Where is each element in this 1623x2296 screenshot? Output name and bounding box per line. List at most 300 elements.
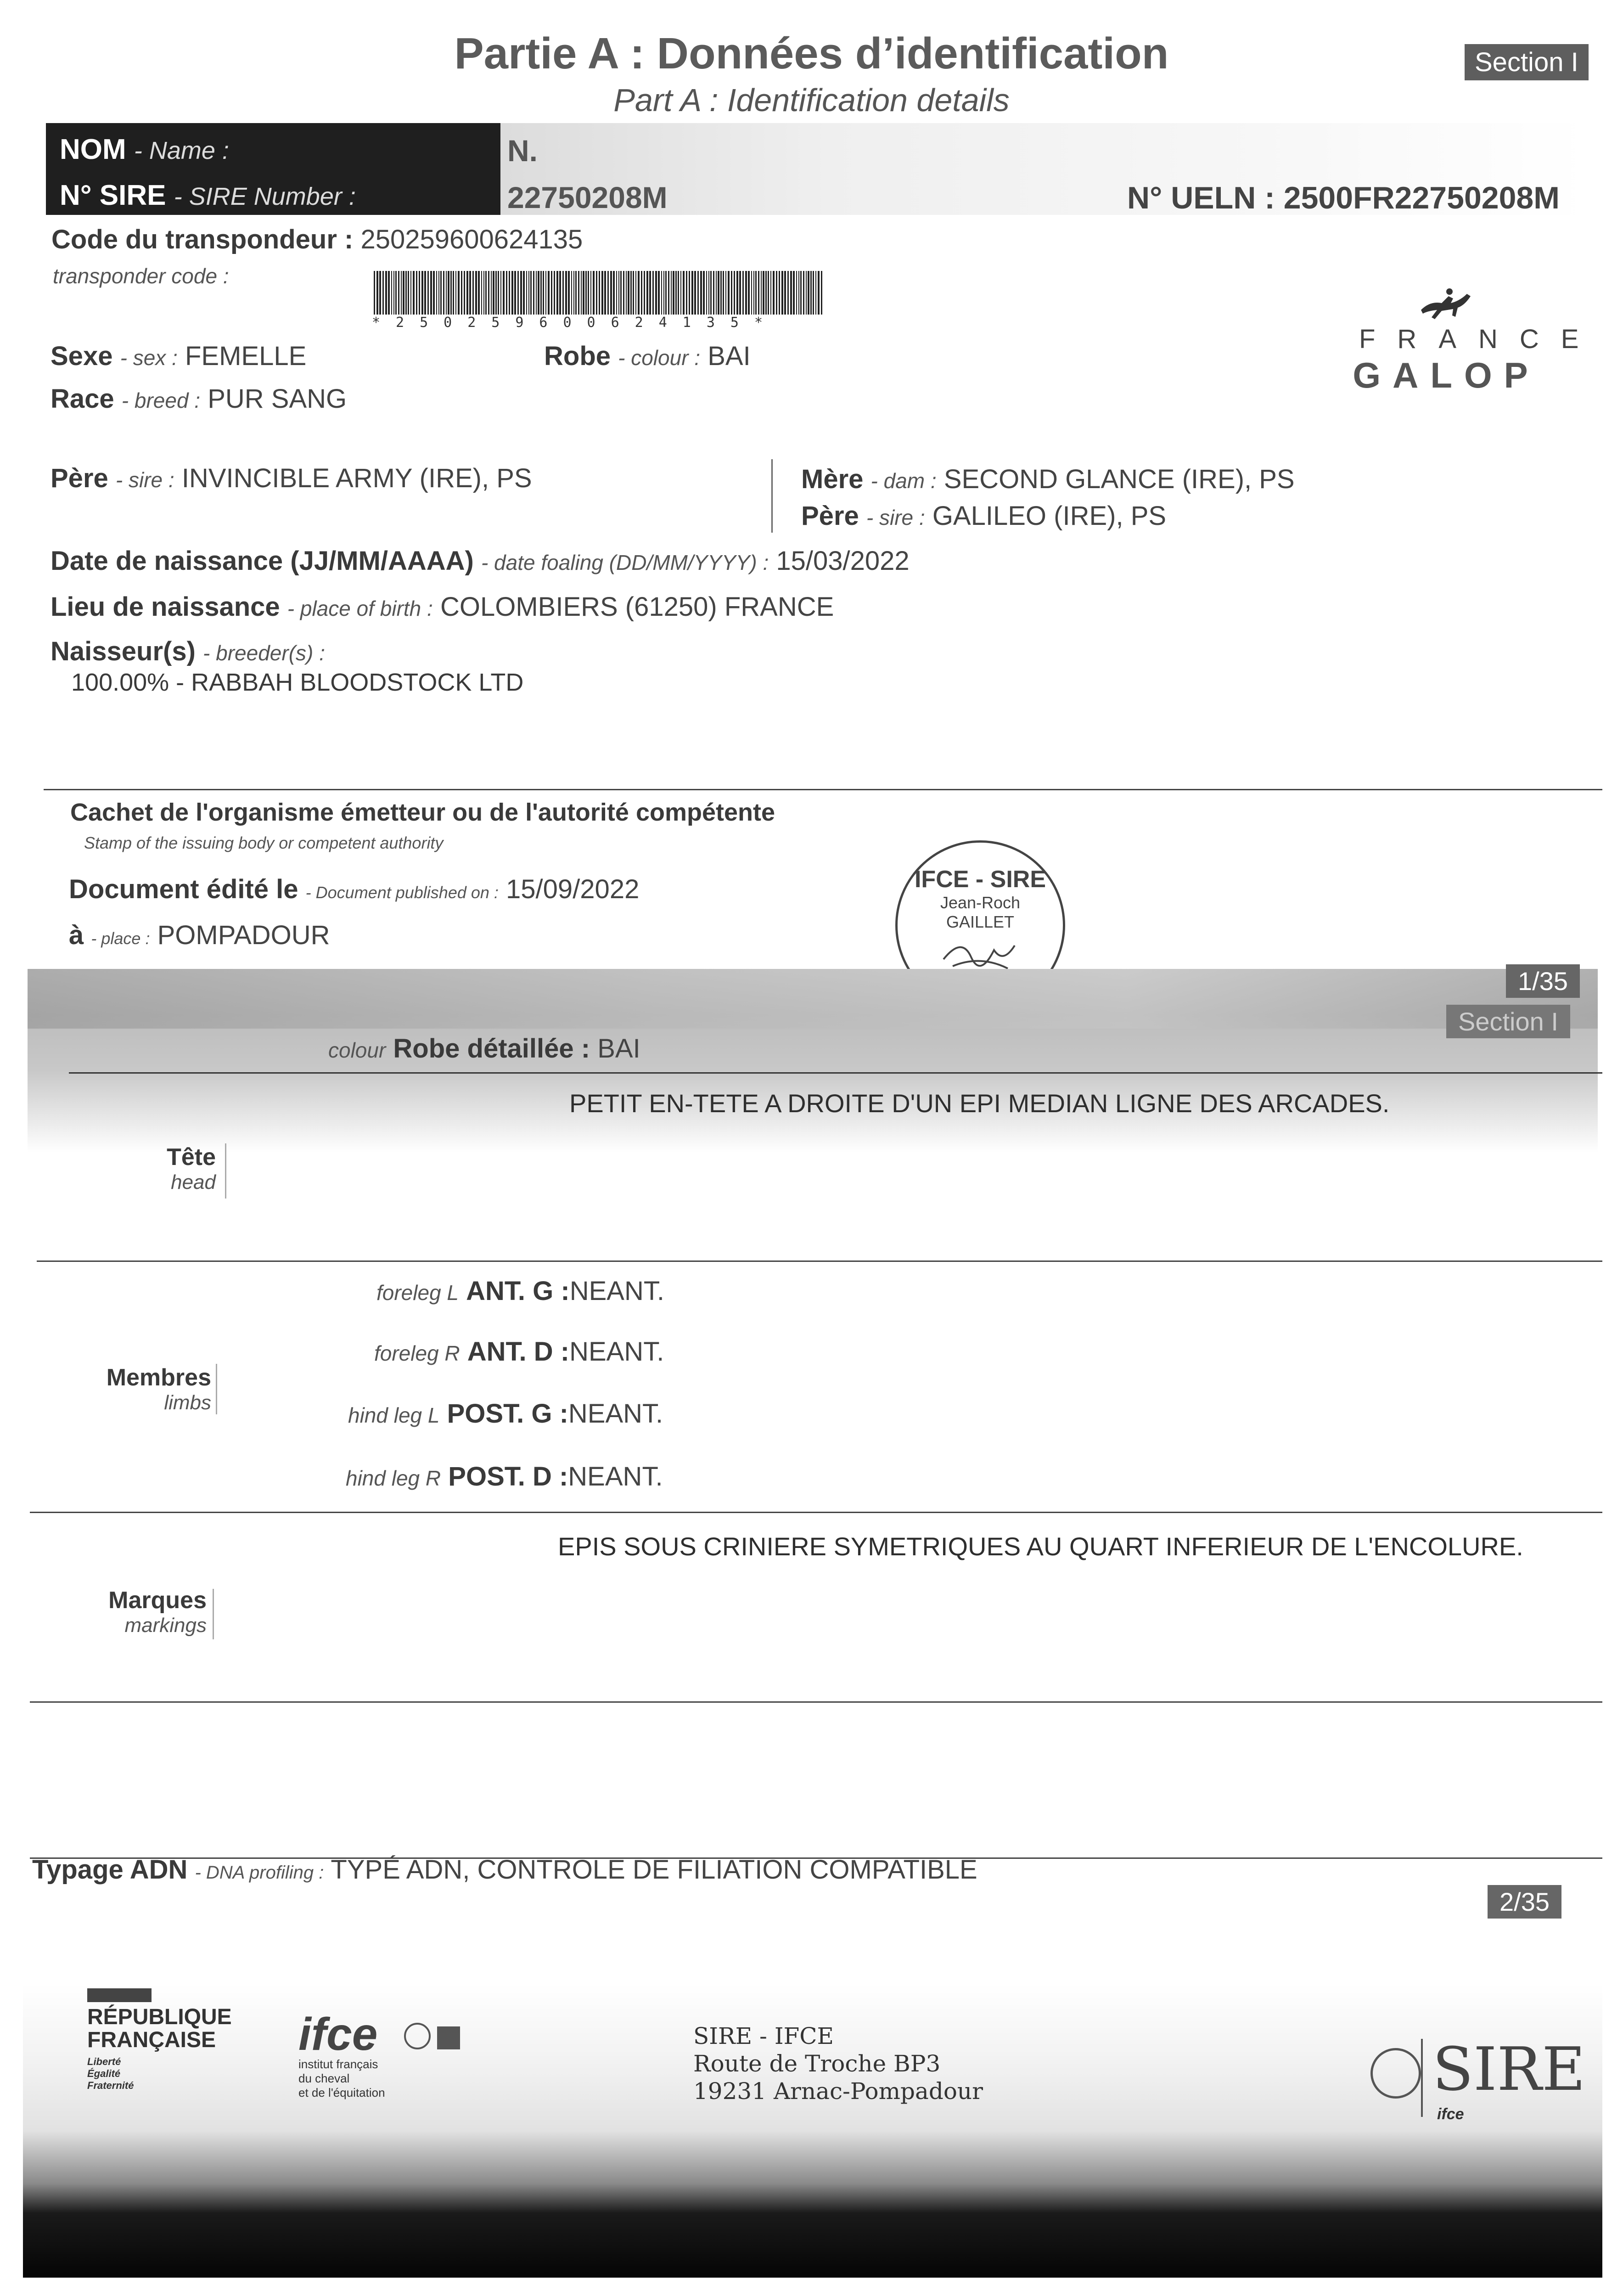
barcode-bar	[697, 271, 699, 315]
barcode-bar	[472, 271, 474, 315]
birth-place-sublabel: - place of birth :	[287, 597, 433, 620]
barcode-bar	[723, 271, 724, 315]
barcode-bar	[623, 271, 624, 315]
barcode-bar	[779, 271, 780, 315]
birth-date-sublabel: - date foaling (DD/MM/YYYY) :	[481, 551, 769, 574]
barcode-bar	[461, 271, 462, 315]
address-line2: Route de Troche BP3	[693, 2050, 941, 2077]
barcode-bar	[691, 271, 693, 315]
barcode-bar	[568, 271, 570, 315]
barcode-bar	[655, 271, 657, 315]
leg-sublabel: hind leg L	[348, 1403, 440, 1427]
barcode-bar	[554, 271, 555, 315]
section-badge-2: Section I	[1446, 1005, 1570, 1038]
barcode-bar	[800, 271, 802, 315]
sire-value: 22750208M	[507, 180, 668, 214]
barcode-bar	[530, 271, 532, 315]
transponder-value: 250259600624135	[360, 225, 583, 254]
barcode-bar	[628, 271, 629, 315]
barcode-bar	[520, 271, 522, 315]
barcode-bar	[620, 271, 622, 315]
barcode-bar	[610, 271, 612, 315]
barcode-bar	[581, 271, 582, 315]
barcode-bar	[751, 271, 752, 315]
page-number-1: 1/35	[1506, 964, 1580, 998]
damsire-sublabel: - sire :	[866, 506, 925, 529]
barcode-bar	[385, 271, 387, 315]
barcode-bar	[776, 271, 777, 315]
barcode-bar	[790, 271, 792, 315]
leg-label: ANT. D :	[467, 1337, 570, 1367]
barcode-bar	[686, 271, 687, 315]
barcode-bar	[703, 271, 705, 315]
name-sublabel: - Name :	[134, 137, 229, 164]
republique-francaise-logo	[87, 1988, 232, 2092]
barcode-bar	[450, 271, 452, 315]
leg-sublabel: foreleg R	[374, 1341, 460, 1365]
damsire-value: GALILEO (IRE), PS	[932, 501, 1167, 531]
barcode-bar	[706, 271, 707, 315]
markings-divider	[213, 1589, 214, 1639]
barcode-bar	[416, 271, 417, 315]
barcode-bar	[773, 271, 775, 315]
transponder-row	[51, 224, 583, 255]
limbs-divider	[216, 1364, 217, 1414]
head-description: PETIT EN-TETE A DROITE D'UN EPI MEDIAN LIGNE DES ARCADES.	[569, 1089, 1390, 1118]
barcode-bar	[571, 271, 572, 315]
barcode-bar	[593, 271, 595, 315]
barcode-bar	[413, 271, 415, 315]
colour-row	[544, 341, 751, 371]
barcode-bar	[646, 271, 648, 315]
sex-row	[51, 341, 306, 371]
leg-row	[376, 1276, 664, 1306]
head-divider	[225, 1143, 226, 1199]
ifce-logo	[298, 2011, 385, 2100]
barcode-bar	[683, 271, 685, 315]
barcode-bar	[731, 271, 732, 315]
barcode-bar	[493, 271, 494, 315]
barcode-bar	[488, 271, 489, 315]
leg-row	[348, 1398, 663, 1429]
divider	[30, 1701, 1602, 1703]
barcode-bar	[540, 271, 542, 315]
barcode-bar	[808, 271, 809, 315]
barcode-bar	[433, 271, 435, 315]
breeder-row	[51, 636, 325, 667]
barcode-bar	[590, 271, 591, 315]
barcode-bar	[736, 271, 738, 315]
ifce-wordmark: ifce	[298, 2009, 378, 2060]
barcode-bar	[658, 271, 660, 315]
damsire-label: Père	[801, 501, 859, 531]
barcode-bar	[613, 271, 615, 315]
barcode-bar	[748, 271, 750, 315]
divider	[37, 1261, 1602, 1262]
barcode-bar	[526, 271, 527, 315]
colour-label: Robe	[544, 341, 611, 371]
barcode-bar	[405, 271, 407, 315]
barcode-bar	[448, 271, 449, 315]
barcode-bar	[671, 271, 672, 315]
barcode-bar	[745, 271, 747, 315]
barcode-bar	[806, 271, 807, 315]
barcode-bar	[469, 271, 471, 315]
barcode-bar	[630, 271, 632, 315]
barcode-bar	[503, 271, 505, 315]
leg-sublabel: foreleg L	[376, 1281, 459, 1305]
sex-sublabel: - sex :	[120, 346, 178, 370]
birth-date-value: 15/03/2022	[776, 546, 910, 576]
stamp-line3: GAILLET	[946, 912, 1015, 931]
barcode-bar	[500, 271, 501, 315]
barcode-bar	[562, 271, 564, 315]
barcode-bar	[438, 271, 439, 315]
barcode-bar	[796, 271, 797, 315]
stamp-section-subtitle: Stamp of the issuing body or competent authority	[84, 833, 444, 852]
republique-line2: FRANÇAISE	[87, 2028, 216, 2053]
france-galop-logo	[1341, 282, 1601, 402]
markings-sublabel: markings	[124, 1614, 207, 1637]
barcode-bar	[588, 271, 589, 315]
barcode-bar	[673, 271, 674, 315]
ueln-value: 2500FR22750208M	[1283, 180, 1560, 215]
barcode-bar	[517, 271, 519, 315]
published-row	[69, 874, 639, 905]
barcode-bar	[556, 271, 558, 315]
published-label: Document édité le	[69, 874, 298, 904]
barcode-bar	[635, 271, 636, 315]
barcode-bar	[694, 271, 696, 315]
barcode-bar	[668, 271, 669, 315]
published-value: 15/09/2022	[506, 874, 640, 904]
birth-place-label: Lieu de naissance	[51, 592, 280, 622]
leg-row	[374, 1336, 664, 1367]
barcode-bar	[573, 271, 574, 315]
limbs-label: Membres	[106, 1364, 211, 1391]
barcode-bar	[728, 271, 730, 315]
barcode-bar	[718, 271, 719, 315]
barcode-bar	[538, 271, 539, 315]
barcode-bar	[758, 271, 759, 315]
barcode-bar	[626, 271, 627, 315]
ifce-square-icon	[437, 2026, 460, 2049]
barcode-bar	[424, 271, 426, 315]
barcode-bar	[393, 271, 394, 315]
barcode-bar	[533, 271, 534, 315]
barcode-bar	[506, 271, 507, 315]
sire-logo: SIRE	[1432, 2034, 1586, 2104]
barcode-bar	[403, 271, 404, 315]
dam-sublabel: - dam :	[870, 469, 937, 493]
birth-place-row	[51, 591, 834, 622]
barcode-bar	[483, 271, 484, 315]
section-badge: Section I	[1465, 44, 1589, 80]
barcode	[372, 271, 824, 315]
markings-label: Marques	[108, 1587, 207, 1614]
barcode-bar	[485, 271, 487, 315]
limbs-sublabel: limbs	[164, 1391, 211, 1414]
birth-date-label: Date de naissance (JJ/MM/AAAA)	[51, 546, 474, 576]
place-label: à	[69, 920, 84, 950]
sire-logo-sub: ifce	[1437, 2105, 1464, 2123]
barcode-bar	[596, 271, 597, 315]
barcode-bar	[633, 271, 634, 315]
barcode-bar	[700, 271, 702, 315]
barcode-bar	[514, 271, 516, 315]
ifce-circle-icon	[404, 2023, 431, 2049]
barcode-bar	[401, 271, 402, 315]
barcode-bar	[443, 271, 444, 315]
leg-label: POST. G :	[447, 1399, 568, 1429]
barcode-bar	[793, 271, 795, 315]
detailed-colour-row	[328, 1033, 640, 1064]
barcode-bar	[803, 271, 804, 315]
ueln-row	[1127, 180, 1560, 216]
page-subtitle: Part A : Identification details	[613, 82, 1010, 118]
stamp-section-title: Cachet de l'organisme émetteur ou de l'autorité compétente	[70, 799, 775, 826]
barcode-bar	[408, 271, 409, 315]
barcode-bar	[481, 271, 482, 315]
markings-label-block	[92, 1587, 207, 1637]
colour-value: BAI	[708, 341, 751, 371]
place-sublabel: - place :	[91, 929, 150, 948]
barcode-bar	[410, 271, 411, 315]
transponder-sublabel: transponder code :	[53, 264, 229, 288]
divider	[69, 1072, 1602, 1074]
barcode-bar	[755, 271, 757, 315]
dam-label: Mère	[801, 464, 864, 494]
barcode-bar	[430, 271, 432, 315]
barcode-bar	[478, 271, 480, 315]
barcode-bar	[678, 271, 679, 315]
barcode-bar	[649, 271, 651, 315]
sire-logo-divider	[1421, 2039, 1423, 2117]
ifce-line1: institut français	[298, 2057, 378, 2071]
barcode-bar	[638, 271, 640, 315]
barcode-bar	[509, 271, 510, 315]
barcode-bar	[742, 271, 744, 315]
barcode-bar	[739, 271, 741, 315]
barcode-bar	[427, 271, 429, 315]
head-sublabel: head	[171, 1171, 216, 1193]
barcode-bar	[382, 271, 384, 315]
leg-value: NEANT.	[568, 1399, 663, 1429]
sire-label: N° SIRE	[60, 180, 166, 211]
barcode-bar	[768, 271, 769, 315]
barcode-bar	[458, 271, 460, 315]
name-value: N.	[507, 134, 538, 168]
address-line1: SIRE - IFCE	[693, 2023, 834, 2049]
published-sublabel: - Document published on :	[305, 883, 499, 902]
barcode-bar	[446, 271, 447, 315]
transponder-label: Code du transpondeur :	[51, 225, 354, 254]
sire-label-row	[60, 179, 356, 212]
barcode-bar	[559, 271, 561, 315]
barcode-bar	[663, 271, 664, 315]
barcode-bar	[784, 271, 786, 315]
barcode-bar	[689, 271, 690, 315]
barcode-bar	[734, 271, 735, 315]
barcode-bar	[798, 271, 799, 315]
barcode-bar	[781, 271, 783, 315]
sex-label: Sexe	[51, 341, 113, 371]
barcode-bar	[551, 271, 552, 315]
barcode-bar	[765, 271, 767, 315]
barcode-bar	[713, 271, 714, 315]
ifce-line2: du cheval	[298, 2071, 350, 2085]
stamp-line1: IFCE - SIRE	[914, 866, 1046, 893]
pedigree-divider	[771, 459, 773, 533]
barcode-bar	[543, 271, 544, 315]
sire-parent-sublabel: - sire :	[115, 468, 174, 492]
barcode-bar	[725, 271, 726, 315]
divider	[44, 789, 1602, 790]
head-label-block	[165, 1143, 216, 1194]
limbs-label-block	[92, 1364, 211, 1414]
leg-value: NEANT.	[568, 1462, 663, 1491]
barcode-bar	[710, 271, 712, 315]
barcode-bar	[536, 271, 537, 315]
barcode-bar	[511, 271, 513, 315]
sire-row	[51, 463, 532, 494]
colour-sublabel: - colour :	[618, 346, 701, 370]
marianne-icon	[87, 1988, 152, 2002]
breed-sublabel: - breed :	[121, 388, 201, 412]
barcode-bar	[436, 271, 437, 315]
barcode-bar	[652, 271, 654, 315]
barcode-bar	[545, 271, 546, 315]
barcode-bar	[391, 271, 392, 315]
motto-fraternite: Fraternité	[87, 2079, 134, 2091]
barcode-bar	[753, 271, 754, 315]
scan-shading-dark	[28, 969, 1598, 1029]
barcode-bar	[665, 271, 667, 315]
dna-value: TYPÉ ADN, CONTROLE DE FILIATION COMPATIBLE	[331, 1855, 977, 1885]
barcode-bar	[601, 271, 603, 315]
barcode-digits: *250259600624135*	[372, 315, 779, 331]
leg-label: POST. D :	[448, 1462, 568, 1491]
barcode-bar	[548, 271, 550, 315]
name-label-row	[60, 133, 229, 166]
sire-sublabel: - SIRE Number :	[174, 183, 356, 210]
barcode-bar	[475, 271, 477, 315]
dam-value: SECOND GLANCE (IRE), PS	[943, 464, 1295, 494]
barcode-bar	[675, 271, 677, 315]
barcode-bar	[821, 271, 822, 315]
barcode-bar	[618, 271, 619, 315]
motto-liberte: Liberté	[87, 2055, 121, 2067]
barcode-bar	[810, 271, 812, 315]
logo-line2: GALOP	[1353, 355, 1540, 395]
barcode-bar	[374, 271, 375, 315]
detailed-colour-sublabel: colour	[328, 1038, 386, 1062]
barcode-bar	[453, 271, 454, 315]
barcode-bar	[376, 271, 378, 315]
ifce-icons	[404, 2023, 482, 2055]
breeder-label: Naisseur(s)	[51, 636, 196, 666]
barcode-bar	[498, 271, 499, 315]
birth-place-value: COLOMBIERS (61250) FRANCE	[440, 592, 834, 622]
ifce-line3: et de l'équitation	[298, 2086, 385, 2099]
breeder-sublabel: - breeder(s) :	[203, 641, 325, 665]
detailed-colour-label: Robe détaillée :	[393, 1034, 590, 1064]
barcode-bar	[585, 271, 587, 315]
page-title: Partie A : Données d’identification	[454, 29, 1169, 78]
barcode-bar	[770, 271, 771, 315]
sire-circle-icon	[1370, 2048, 1421, 2099]
place-row	[69, 920, 330, 951]
birth-date-row	[51, 546, 910, 576]
barcode-bar	[419, 271, 420, 315]
barcode-bar	[440, 271, 442, 315]
barcode-bar	[578, 271, 579, 315]
leg-label: ANT. G :	[466, 1276, 570, 1306]
dam-row	[801, 464, 1295, 495]
breeder-value: 100.00% - RABBAH BLOODSTOCK LTD	[71, 669, 524, 696]
barcode-bar	[813, 271, 814, 315]
stamp-line2: Jean-Roch	[940, 893, 1021, 912]
divider	[30, 1512, 1602, 1513]
barcode-bar	[395, 271, 397, 315]
barcode-bar	[607, 271, 609, 315]
barcode-bar	[528, 271, 529, 315]
dna-row	[32, 1854, 977, 1885]
barcode-bar	[421, 271, 423, 315]
barcode-bar	[464, 271, 465, 315]
barcode-bar	[708, 271, 709, 315]
barcode-bar	[787, 271, 789, 315]
leg-sublabel: hind leg R	[346, 1466, 441, 1490]
barcode-bar	[491, 271, 492, 315]
barcode-bar	[761, 271, 762, 315]
barcode-bar	[716, 271, 717, 315]
horse-jockey-icon	[1416, 282, 1476, 324]
barcode-bar	[398, 271, 399, 315]
breed-label: Race	[51, 384, 114, 414]
barcode-bar	[495, 271, 497, 315]
barcode-bar	[641, 271, 642, 315]
barcode-bar	[599, 271, 600, 315]
dna-sublabel: - DNA profiling :	[195, 1863, 324, 1883]
leg-value: NEANT.	[569, 1337, 664, 1367]
barcode-bar	[661, 271, 662, 315]
barcode-bar	[680, 271, 681, 315]
detailed-colour-value: BAI	[597, 1034, 640, 1064]
sire-parent-label: Père	[51, 463, 108, 493]
sire-parent-value: INVINCIBLE ARMY (IRE), PS	[181, 463, 532, 493]
name-label: NOM	[60, 134, 126, 165]
breed-row	[51, 383, 347, 414]
barcode-bar	[720, 271, 722, 315]
head-label: Tête	[167, 1144, 216, 1171]
barcode-bar	[644, 271, 645, 315]
barcode-bar	[466, 271, 468, 315]
address-line3: 19231 Arnac-Pompadour	[693, 2078, 983, 2105]
leg-value: NEANT.	[569, 1276, 664, 1306]
republique-line1: RÉPUBLIQUE	[87, 2005, 232, 2029]
barcode-bar	[763, 271, 764, 315]
place-value: POMPADOUR	[157, 920, 330, 950]
barcode-bar	[604, 271, 606, 315]
barcode-bar	[388, 271, 390, 315]
page-number-2: 2/35	[1488, 1885, 1561, 1919]
damsire-row	[801, 501, 1166, 531]
barcode-bar	[815, 271, 816, 315]
markings-description: EPIS SOUS CRINIERE SYMETRIQUES AU QUART INFERIEUR DE L'ENCOLURE.	[558, 1532, 1523, 1561]
dna-label: Typage ADN	[32, 1855, 188, 1885]
sex-value: FEMELLE	[185, 341, 307, 371]
